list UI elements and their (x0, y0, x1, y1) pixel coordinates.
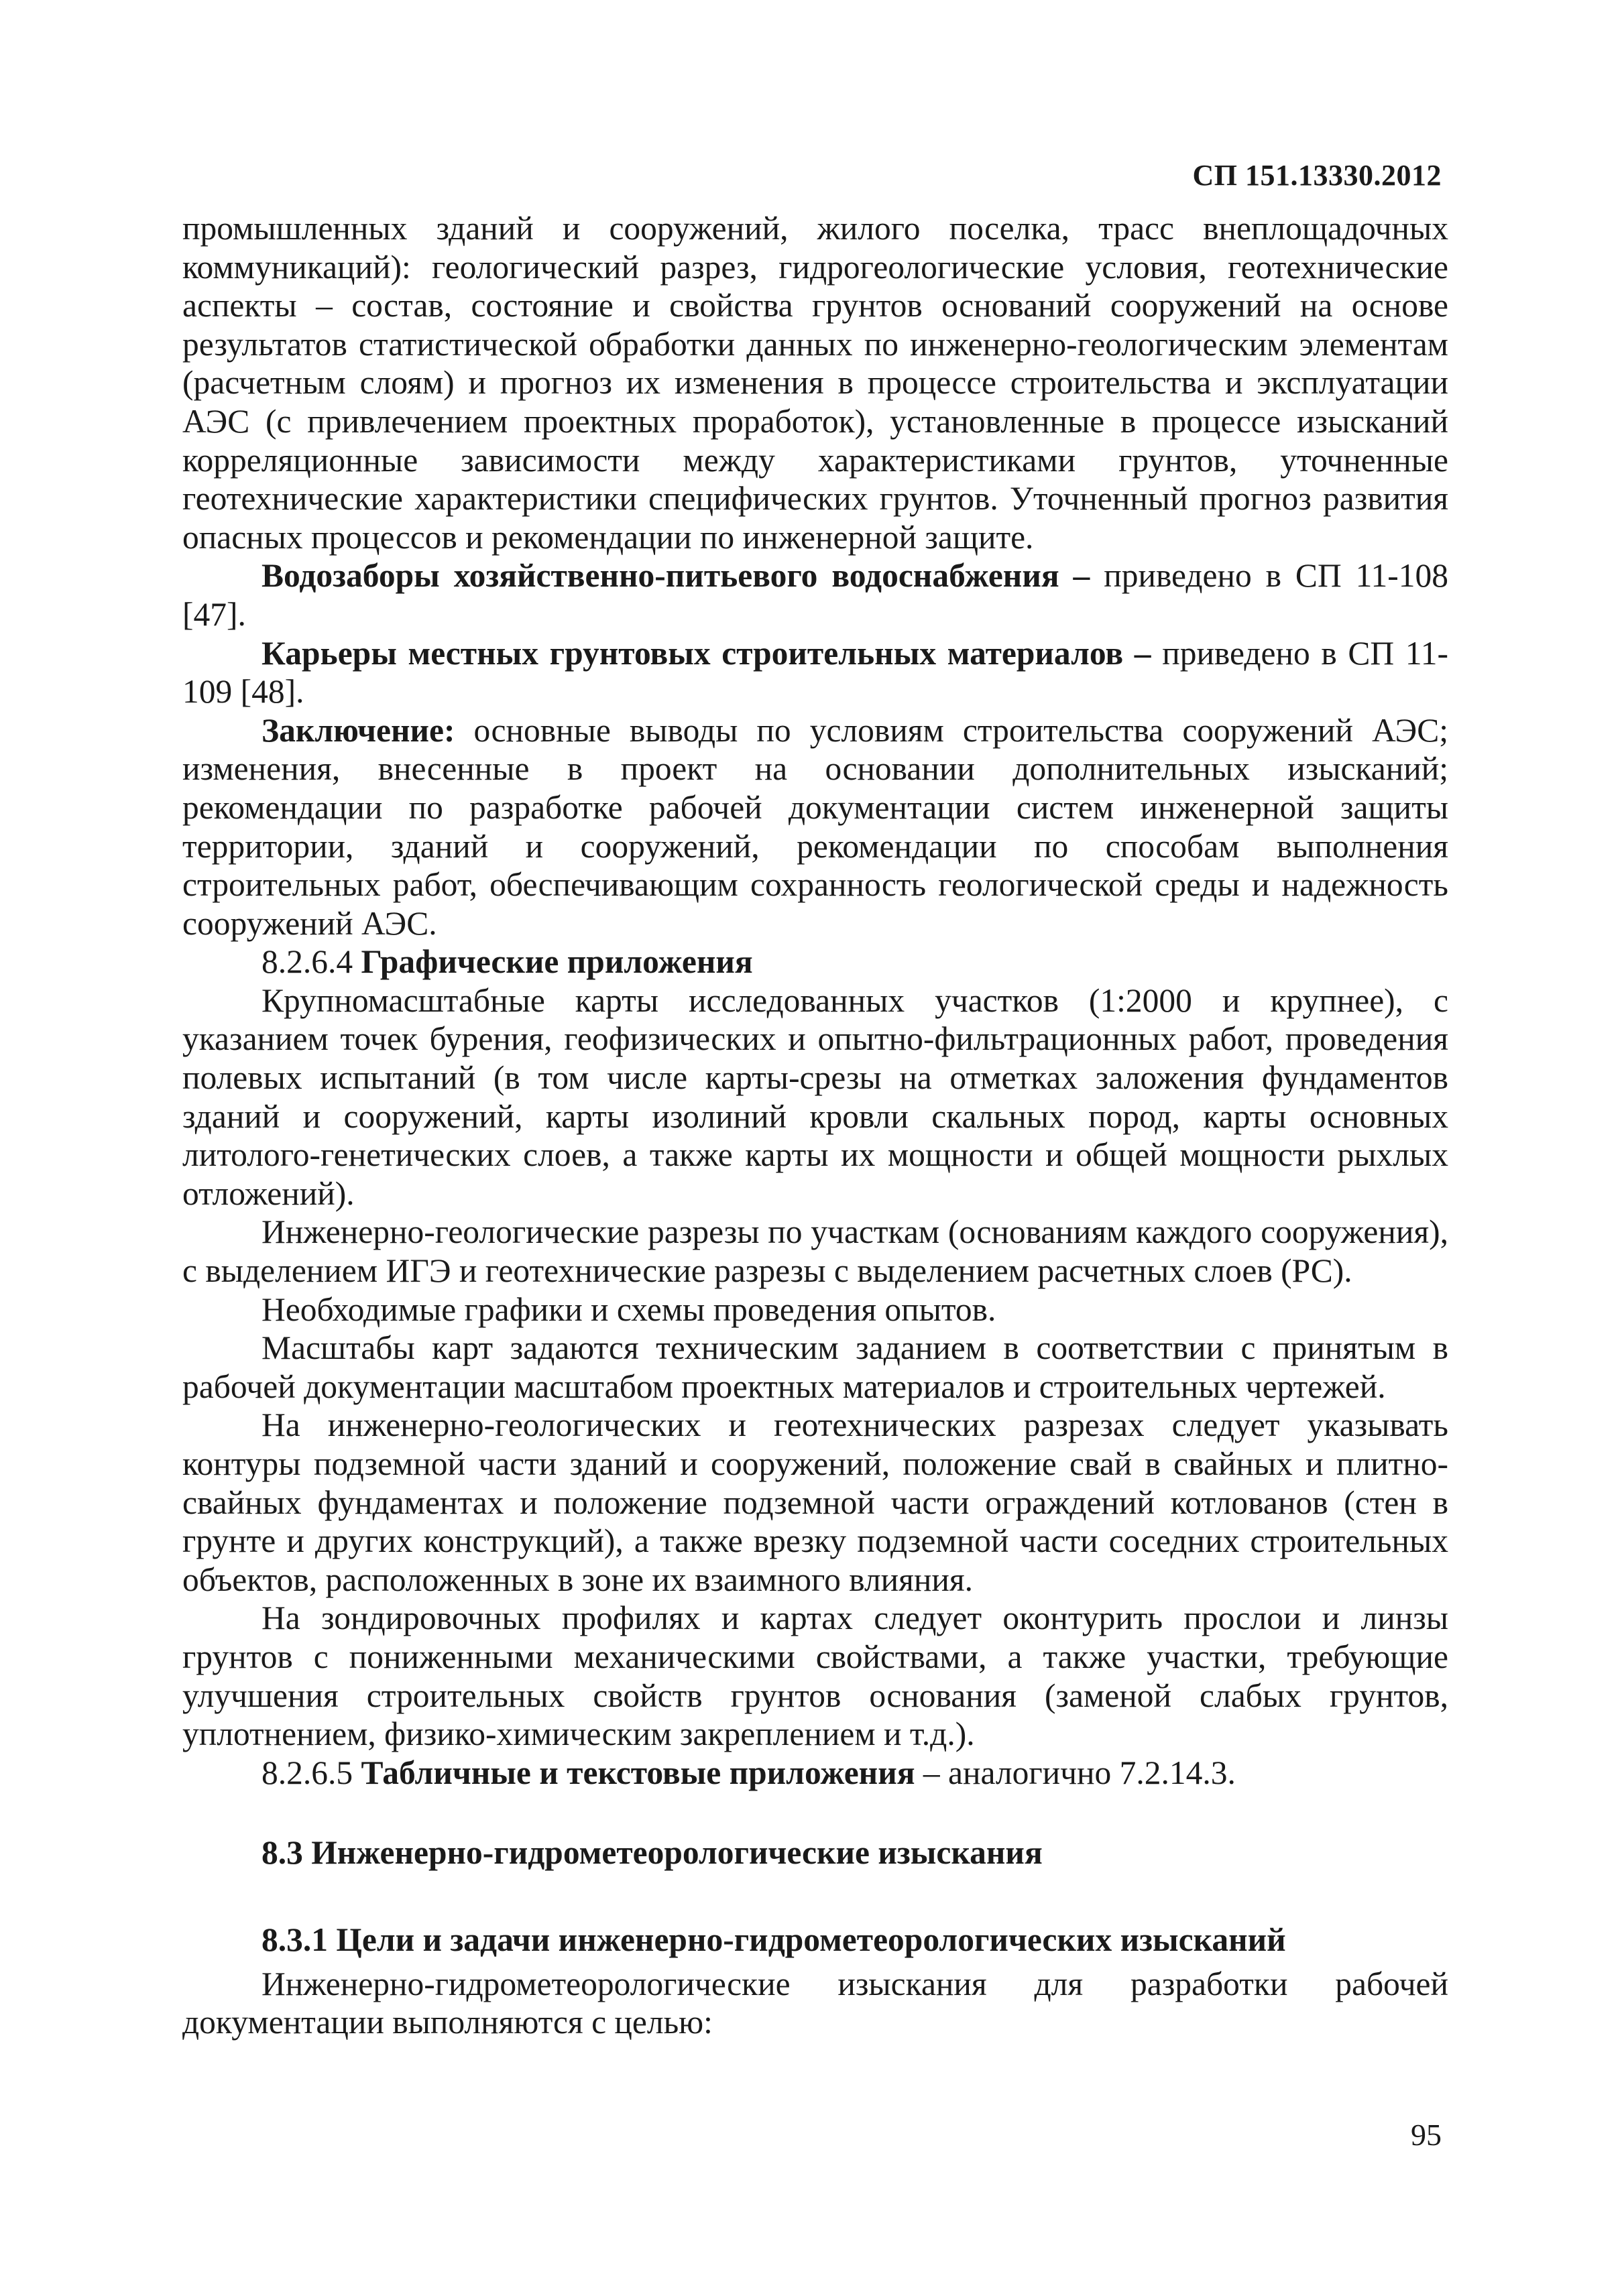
section-heading-8-3: 8.3 Инженерно-гидрометеорологические изыскания (262, 1834, 1043, 1872)
document-code: СП 151.13330.2012 (1192, 159, 1442, 192)
paragraph-conclusion: Заключение: основные выводы по условиям строительства сооружений АЭС; изменения, внесенные в проект на основании дополнительных изысканий; рекомендации по разработке рабочей документации систем инженерной защиты территории, зданий и сооружений, рекомендации по способам выполнения строительных работ, обеспечивающим сохранность геологической среды и надежность сооружений АЭС. (182, 711, 1448, 942)
paragraph-graphs: Необходимые графики и схемы проведения опытов. (262, 1290, 996, 1328)
paragraph-water-intakes: Водозаборы хозяйственно-питьевого водоснабжения – приведено в СП 11-108 [47]. (182, 557, 1448, 633)
subsection-8265-title: 8.2.6.5 Табличные и текстовые приложения – аналогично 7.2.14.3. (262, 1754, 1236, 1791)
section-heading-8-3-1: 8.3.1 Цели и задачи инженерно-гидрометеорологических изысканий (262, 1921, 1286, 1958)
paragraph-large-scale-maps: Крупномасштабные карты исследованных участков (1:2000 и крупнее), с указанием точек бурения, геофизических и опытно-фильтрационных работ, проведения полевых испытаний (в том числе карты-срезы на отметках заложения фундаментов зданий и сооружений, карты изолиний кровли скальных пород, карты основных литолого-генетических слоев, а также карты их мощности и общей мощности рыхлых отложений). (182, 981, 1448, 1212)
page-content (182, 209, 1448, 2042)
paragraph-sounding-profiles: На зондировочных профилях и картах следует оконтурить прослои и линзы грунтов с пониженными механическими свойствами, а также участки, требующие улучшения строительных свойств грунтов основания (заменой слабых грунтов, уплотнением, физико-химическим закреплением и т.д.). (182, 1599, 1448, 1753)
paragraph-section-contours: На инженерно-геологических и геотехнических разрезах следует указывать контуры подземной части зданий и сооружений, положение свай в свайных и плитно-свайных фундаментах и положение подземной части ограждений котлованов (стен в грунте и других конструкций), а также врезку подземной части соседних строительных объектов, расположенных в зоне их взаимного влияния. (182, 1406, 1448, 1598)
paragraph-continuation: промышленных зданий и сооружений, жилого поселка, трасс внеплощадочных коммуникаций): геологический разрез, гидрогеологические условия, геотехнические аспекты – состав, состояние и свойства грунтов оснований сооружений на основе результатов статистической обработки данных по инженерно-геологическим элементам (расчетным слоям) и прогноз их изменения в процессе строительства и эксплуатации АЭС (с привлечением проектных проработок), установленные в процессе изысканий корреляционные зависимости между характеристиками грунтов, уточненные геотехнические характеристики специфических грунтов. Уточненный прогноз развития опасных процессов и рекомендации по инженерной защите. (182, 210, 1448, 556)
paragraph-final: Инженерно-гидрометеорологические изыскания для разработки рабочей документации выполняются с целью: (182, 1965, 1448, 2041)
paragraph-map-scales: Масштабы карт задаются техническим заданием в соответствии с принятым в рабочей документации масштабом проектных материалов и строительных чертежей. (182, 1329, 1448, 1405)
subsection-8264-title: 8.2.6.4 Графические приложения (262, 943, 753, 981)
page-number: 95 (1411, 2118, 1442, 2152)
paragraph-geological-sections: Инженерно-геологические разрезы по участкам (основаниям каждого сооружения), с выделением ИГЭ и геотехнические разрезы с выделением расчетных слоев (РС). (182, 1213, 1448, 1290)
paragraph-quarries: Карьеры местных грунтовых строительных материалов – приведено в СП 11-109 [48]. (182, 634, 1448, 711)
